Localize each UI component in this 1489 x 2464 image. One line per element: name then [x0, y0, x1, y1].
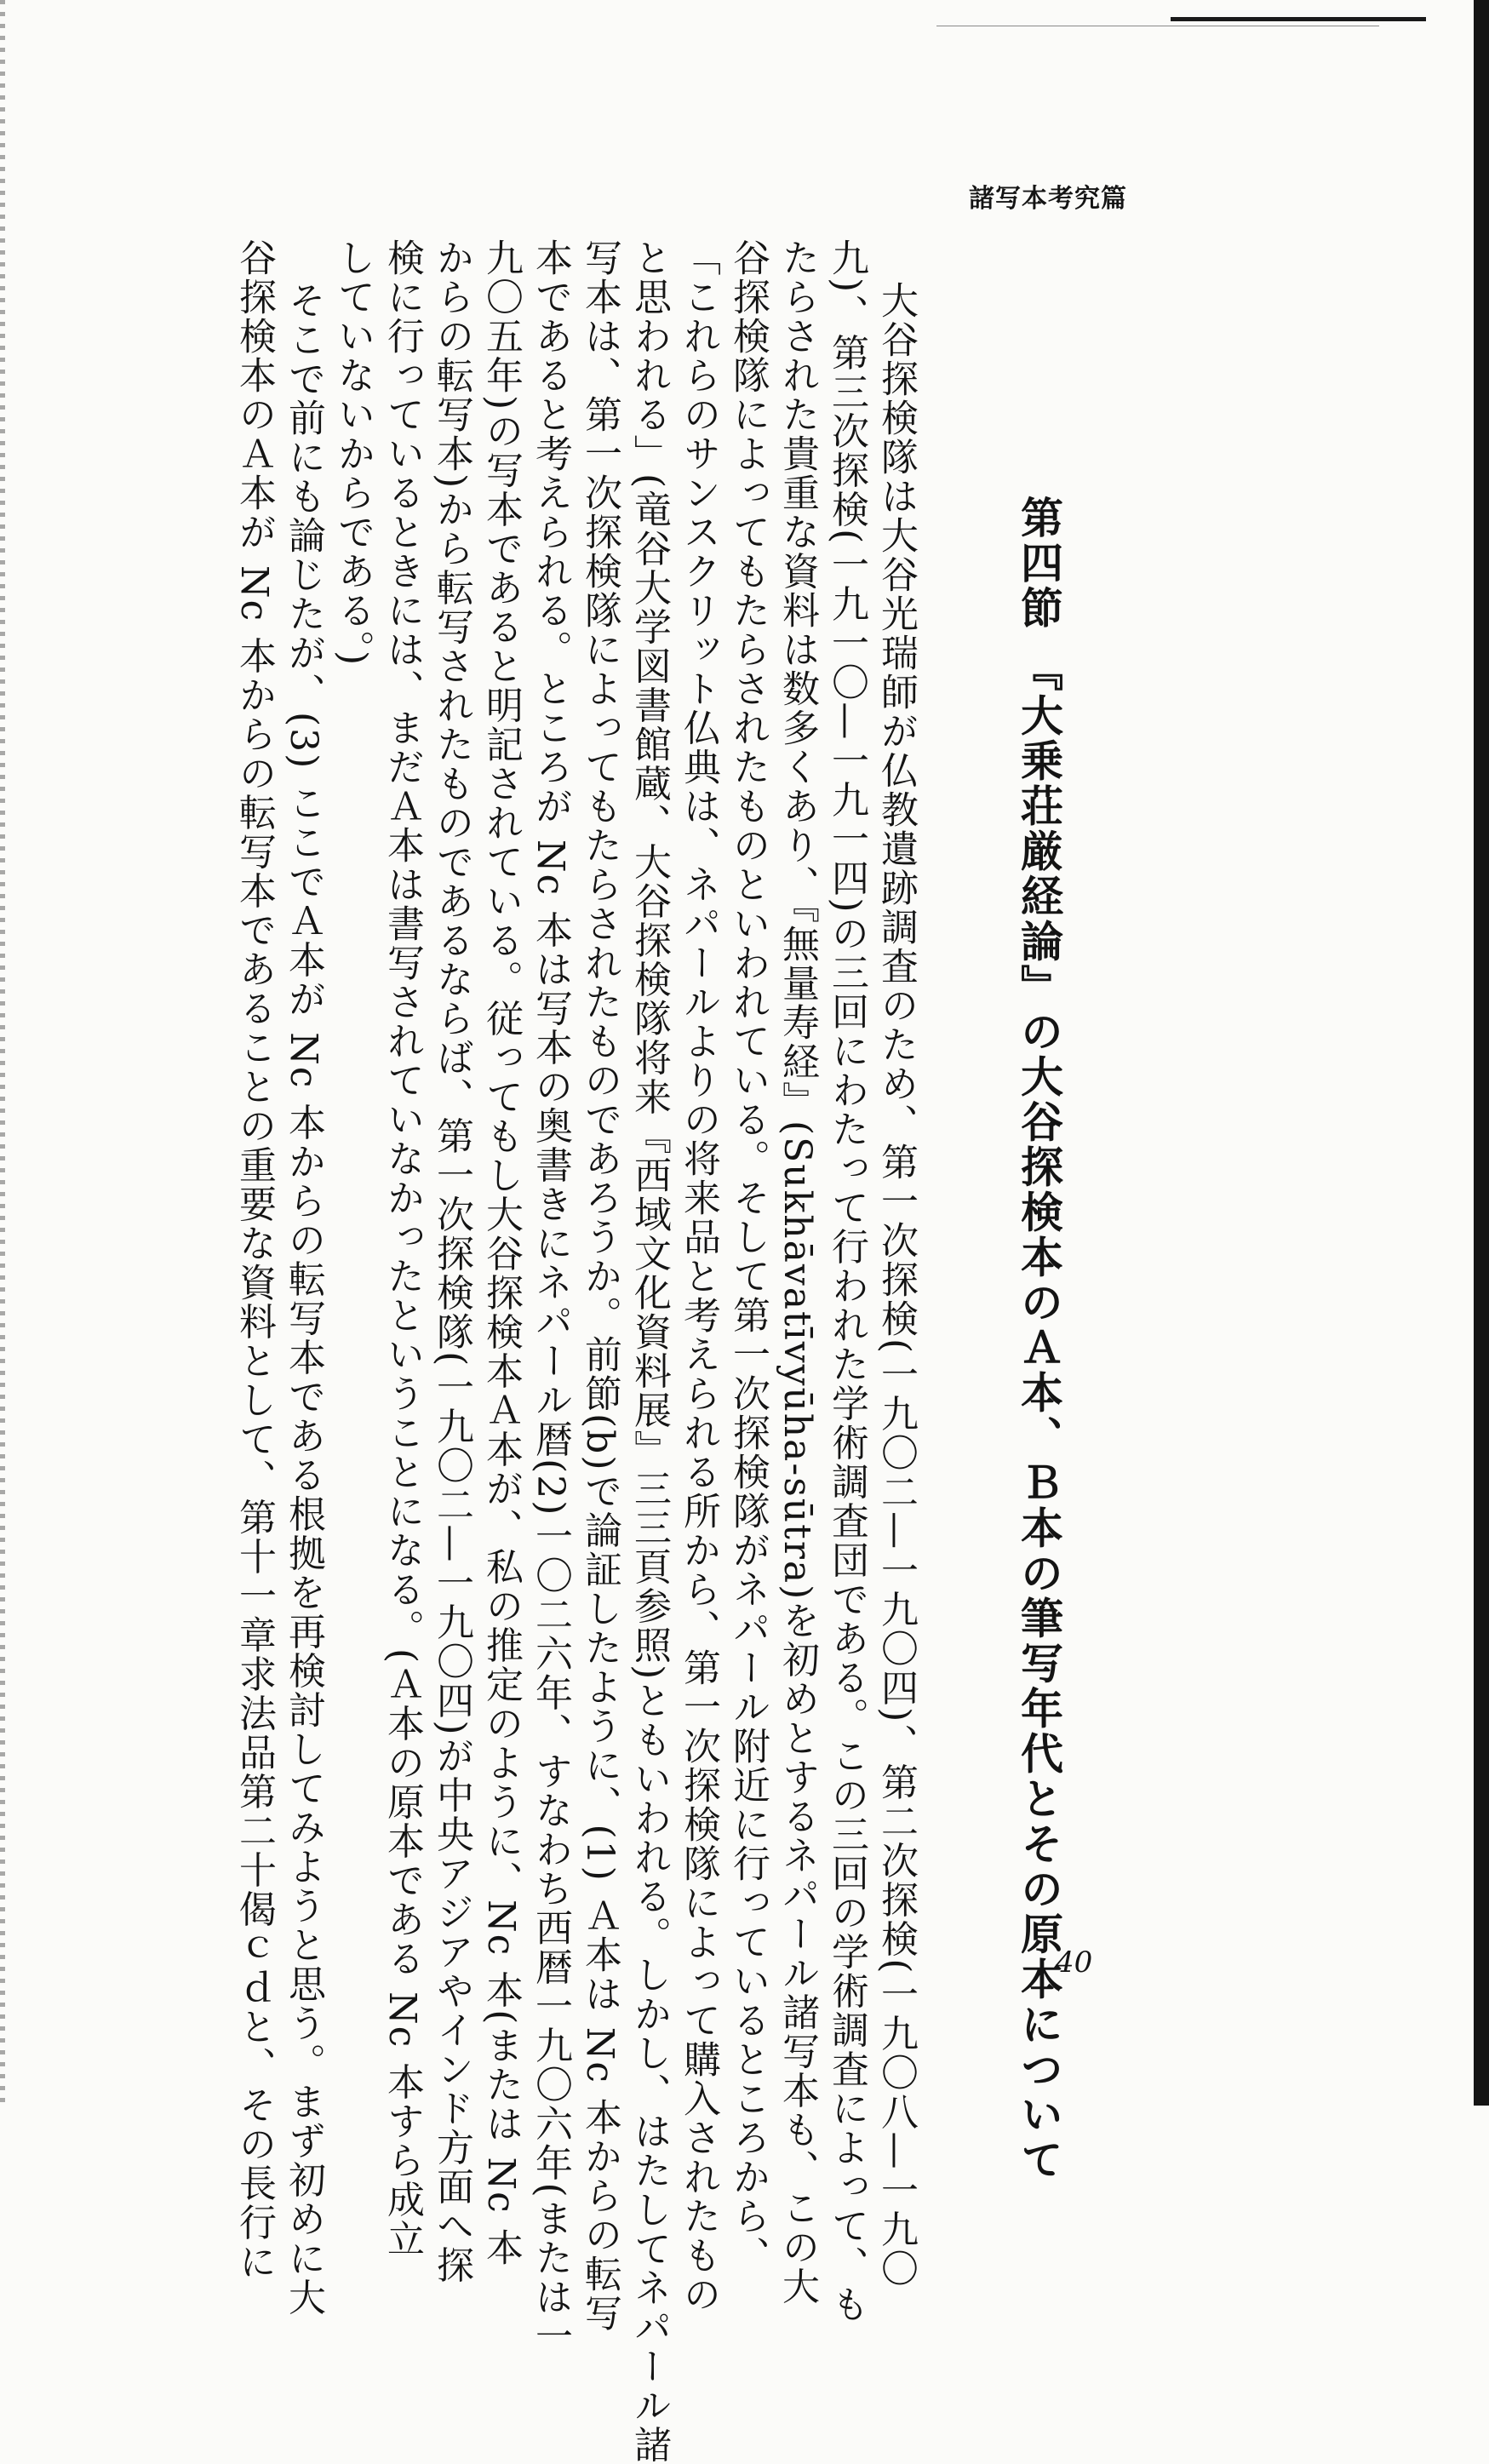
- page-number: 40: [1056, 1945, 1093, 1980]
- body-line: 「これらのサンスクリット仏典は、ネパールよりの将来品と考えられる所から、第一次探検隊によって購入されたもの: [677, 238, 720, 2314]
- page-left-edge: [0, 0, 5, 2106]
- body-line: 写本は、第一次探検隊によってもたらされたものであろうか。前節(b)で論証したように、(1) Ａ本は Nc 本からの転写: [578, 238, 621, 2333]
- body-line: していないからである。): [331, 238, 375, 668]
- body-line: 九)、第三次探検(一九一〇—一九一四)の三回にわたって行われた学術調査団である。この三回の学術調査によって、も: [825, 238, 868, 2324]
- body-line: 谷探検隊によってもたらされたものといわれている。そして第一次探検隊がネパール附近に行っているところから、: [726, 238, 770, 2275]
- body-line: 大谷探検隊は大谷光瑞師が仏教遺跡調査のため、第一次探検(一九〇二—一九〇四)、第二次探検(一九〇八—一九〇: [874, 281, 918, 2289]
- body-line: 谷探検本のＡ本が Nc 本からの転写本であることの重要な資料として、第十一章求法品第二十偈ｃｄと、その長行に: [232, 238, 276, 2282]
- page-right-edge: [1474, 0, 1489, 2106]
- body-line: 検に行っているときには、まだＡ本は書写されていなかったということになる。(Ａ本の原本である Nc 本すら成立: [381, 238, 424, 2259]
- running-head: 諸写本考究篇: [969, 184, 1127, 214]
- body-line: 九〇五年)の写本であると明記されている。従ってもし大谷探検本Ａ本が、私の推定のように、Nc 本(または Nc 本: [479, 238, 523, 2267]
- body-line: そこで前にも論じたが、(3) ここでＡ本が Nc 本からの転写本である根拠を再検討してみようと思う。まず初めに大: [282, 281, 325, 2318]
- body-line: からの転写本)から転写されたものであるならば、第一次探検隊(一九〇二—一九〇四)が中央アジアやインド方面へ探: [430, 238, 473, 2285]
- body-line: と思われる」(竜谷大学図書館蔵、大谷探検隊将来『西域文化資料展』三三頁参照)ともいわれる。しかし、はたしてネパール諸: [627, 238, 671, 2464]
- body-line: たらされた貴重な資料は数多くあり、『無量寿経』(Sukhāvatīvyūha-sūtra)を初めとするネパール諸写本も、この大: [776, 238, 819, 2306]
- top-rule: [1171, 17, 1426, 21]
- section-title: 第四節 『大乗荘厳経論』の大谷探検本のＡ本、Ｂ本の筆写年代とその原本について: [1014, 496, 1063, 2183]
- body-line: 本であると考えられる。ところが Nc 本は写本の奥書きにネパール暦(2)一〇二六年、すなわち西暦一九〇六年(または一: [529, 238, 572, 2356]
